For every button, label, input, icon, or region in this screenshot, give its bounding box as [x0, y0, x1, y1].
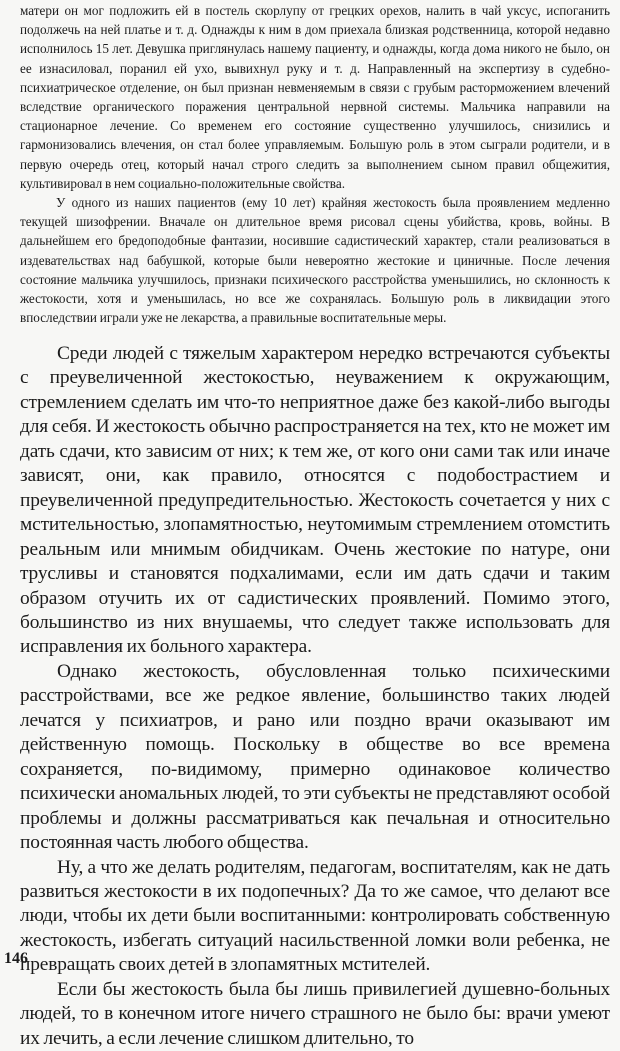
- main-text: [20, 342, 610, 1051]
- main-paragraph-1: Среди людей с тяжелым характером нередко встречаются субъекты с преувеличенной жестокостью, неуважением к окружающим, стремлением сделать им что-то неприятное даже без какой-либо выгоды для себя. И жестокость обычно распространяется на тех, кто не может им дать сдачи, кто зависим от них; к тем же, от кого они сами так или иначе зависят, они, как правило, относятся с подобострастием и преувеличенной предупредительностью. Жестокость сочетается у них с мстительностью, злопамятностью, неутомимым стремлением отомстить реальным или мнимым обидчикам. Очень жестокие по натуре, они трусливы и становятся подхалимами, если им дать сдачи и таким образом отучить их от садистических проявлений. Помимо этого, большинство из них внушаемы, что следует также использовать для исправления их больного характера.: [20, 343, 610, 658]
- main-paragraph-3: Ну, а что же делать родителям, педагогам, воспитателям, как не дать развиться жестокости в их подопечных? Да то же самое, что делают все люди, чтобы их дети были воспитанными: контролировать собственную жестокость, избегать ситуаций насильственной ломки воли ребенка, не превращать своих детей в злопамятных мстителей.: [20, 856, 610, 976]
- main-paragraph-2: Однако жестокость, обусловленная только психическими расстройствами, все же редкое явление, большинство таких людей лечатся у психиатров, и рано или поздно врачи оказывают им действенную помощь. Поскольку в обществе во все времена сохраняется, по-видимому, примерно одинаковое количество психически аномальных людей, то эти субъекты не представляют особой проблемы и должны рассматриваться как печальная и относительно постоянная часть любого общества.: [20, 660, 610, 854]
- case-paragraph-2: У одного из наших пациентов (ему 10 лет) крайняя жестокость была проявлением медленно текущей шизофрении. Вначале он длительное время рисовал сцены убийства, кровь, войны. В дальнейшем его бредоподобные фантазии, носившие садистический характер, стали реализоваться в издевательствах над бабушкой, которые были невероятно жестокие и циничные. После лечения состояние мальчика улучшилось, признаки психического расстройства уменьшились, но склонность к жестокости, хотя и уменьшилась, но все же сохранялась. Большую роль в ликвидации этого впоследствии играли уже не лекарства, а правильные воспитательные меры.: [20, 195, 610, 326]
- case-paragraph-1: матери он мог подложить ей в постель скорлупу от грецких орехов, налить в чай уксус, испоганить подолжечь на ней платье и т. д. Однажды к ним в дом приехала близкая родственница, которой недавно исполнилось 15 лет. Девушка приглянулась нашему пациенту, и однажды, когда дома никого не было, он ее изнасиловал, поранил ей ухо, вывихнул руку и т. д. Направленный на экспертизу в судебно-психиатрическое отделение, он был признан невменяемым в связи с грубым расторможением влечений вследствие органического поражения центральной нервной системы. Мальчика направили на стационарное лечение. Со временем его состояние существенно улучшилось, снизились и гармонизовались влечения, он стал более управляемым. Большую роль в этом сыграли родители, и в первую очередь отец, который начал строго следить за выполнением сыном правил общежития, культивировал в нем социально-положительные свойства.: [20, 3, 610, 191]
- case-notes-small-print: [20, 1, 610, 327]
- main-paragraph-4: Если бы жестокость была бы лишь привилегией душевно-больных людей, то в конечном итоге ничего страшного не было бы: врачи умеют их лечить, а если лечение слишком длительно, то: [20, 978, 610, 1049]
- page-number: 146: [4, 950, 28, 967]
